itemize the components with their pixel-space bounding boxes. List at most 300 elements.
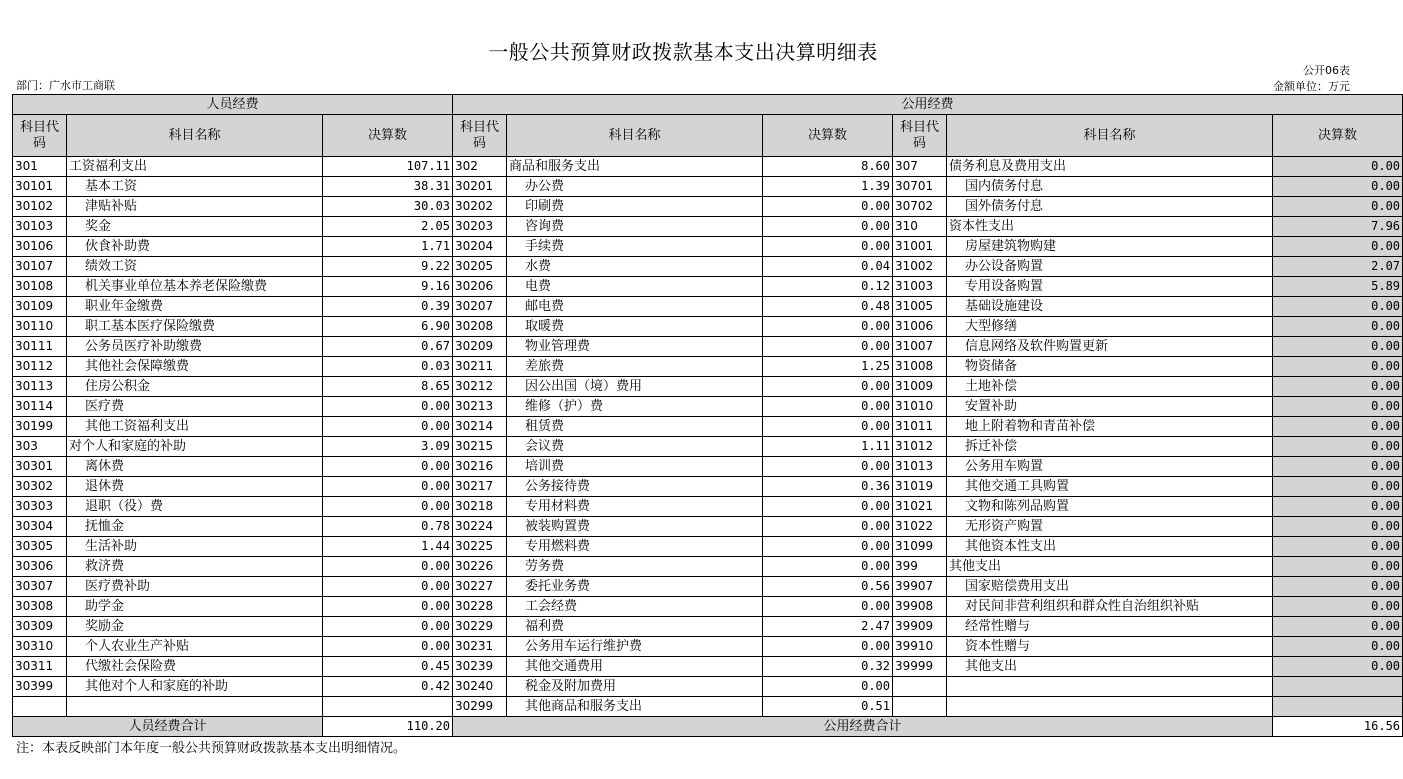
table-row: [13, 297, 1403, 317]
amount-cell: 0.67: [323, 337, 453, 357]
code-cell: 31003: [893, 277, 947, 297]
code-cell: 30101: [13, 177, 67, 197]
code-cell: 30215: [453, 437, 507, 457]
department-label: 部门：广水市工商联: [16, 79, 115, 92]
amount-cell: 8.65: [323, 377, 453, 397]
amount-cell: 0.00: [1273, 517, 1403, 537]
name-cell: 大型修缮: [947, 317, 1273, 337]
amount-cell: 0.00: [1273, 537, 1403, 557]
code-cell: 302: [453, 157, 507, 177]
amount-cell: 0.00: [1273, 457, 1403, 477]
name-cell: 医疗费: [67, 397, 323, 417]
amount-cell: 8.60: [763, 157, 893, 177]
code-cell: 30226: [453, 557, 507, 577]
code-cell: 30103: [13, 217, 67, 237]
code-cell: 30225: [453, 537, 507, 557]
code-cell: 30114: [13, 397, 67, 417]
name-cell: 会议费: [507, 437, 763, 457]
name-cell: 因公出国（境）费用: [507, 377, 763, 397]
name-cell: 税金及附加费用: [507, 677, 763, 697]
name-cell: 租赁费: [507, 417, 763, 437]
name-cell: 职工基本医疗保险缴费: [67, 317, 323, 337]
code-cell: 30206: [453, 277, 507, 297]
amount-cell: 0.00: [763, 337, 893, 357]
amount-cell: 0.78: [323, 517, 453, 537]
code-cell: 30108: [13, 277, 67, 297]
code-cell: 30111: [13, 337, 67, 357]
amount-cell: 2.05: [323, 217, 453, 237]
amount-cell: 30.03: [323, 197, 453, 217]
amount-column-header: 决算数: [1273, 115, 1403, 157]
table-row: [13, 617, 1403, 637]
amount-cell: 0.00: [763, 417, 893, 437]
name-cell: [67, 697, 323, 717]
name-cell: 信息网络及软件购置更新: [947, 337, 1273, 357]
name-cell: 资本性赠与: [947, 637, 1273, 657]
amount-cell: 1.11: [763, 437, 893, 457]
code-column-header: 科目代码: [13, 115, 67, 157]
code-cell: 30301: [13, 457, 67, 477]
code-cell: 30204: [453, 237, 507, 257]
table-row: [13, 657, 1403, 677]
amount-cell: 0.00: [323, 417, 453, 437]
amount-cell: 1.39: [763, 177, 893, 197]
code-cell: 31001: [893, 237, 947, 257]
code-cell: 30213: [453, 397, 507, 417]
amount-cell: 0.00: [1273, 317, 1403, 337]
code-cell: 310: [893, 217, 947, 237]
name-column-header: 科目名称: [67, 115, 323, 157]
amount-cell: 0.04: [763, 257, 893, 277]
public-header: 公用经费: [453, 95, 1403, 115]
amount-cell: 9.16: [323, 277, 453, 297]
name-cell: 奖励金: [67, 617, 323, 637]
name-cell: 工会经费: [507, 597, 763, 617]
table-row: [13, 157, 1403, 177]
code-cell: 30203: [453, 217, 507, 237]
amount-cell: 1.71: [323, 237, 453, 257]
table-row: [13, 197, 1403, 217]
amount-cell: 0.00: [763, 377, 893, 397]
table-row: [13, 337, 1403, 357]
amount-cell: 0.00: [323, 597, 453, 617]
name-cell: 委托业务费: [507, 577, 763, 597]
public-total-label: 公用经费合计: [453, 717, 1273, 737]
code-cell: 30201: [453, 177, 507, 197]
name-cell: 福利费: [507, 617, 763, 637]
name-cell: 咨询费: [507, 217, 763, 237]
code-cell: [893, 677, 947, 697]
name-cell: 电费: [507, 277, 763, 297]
name-cell: 其他支出: [947, 657, 1273, 677]
amount-cell: 0.48: [763, 297, 893, 317]
table-row: [13, 677, 1403, 697]
amount-cell: 0.45: [323, 657, 453, 677]
code-cell: 30299: [453, 697, 507, 717]
code-cell: 39909: [893, 617, 947, 637]
table-row: [13, 637, 1403, 657]
amount-cell: 0.56: [763, 577, 893, 597]
amount-cell: 0.00: [763, 557, 893, 577]
code-cell: 31012: [893, 437, 947, 457]
amount-cell: 0.00: [1273, 557, 1403, 577]
amount-cell: 0.00: [323, 637, 453, 657]
name-cell: 专用燃料费: [507, 537, 763, 557]
amount-cell: 0.00: [323, 497, 453, 517]
table-row: [13, 457, 1403, 477]
name-cell: 基础设施建设: [947, 297, 1273, 317]
code-cell: 30212: [453, 377, 507, 397]
amount-cell: 7.96: [1273, 217, 1403, 237]
code-cell: 30240: [453, 677, 507, 697]
name-cell: 物业管理费: [507, 337, 763, 357]
name-cell: 退职（役）费: [67, 497, 323, 517]
name-cell: 医疗费补助: [67, 577, 323, 597]
unit-label: 金额单位：万元: [1273, 80, 1350, 93]
amount-cell: 0.00: [763, 677, 893, 697]
code-cell: 30302: [13, 477, 67, 497]
amount-cell: 0.00: [1273, 237, 1403, 257]
amount-cell: [1273, 697, 1403, 717]
name-cell: 取暖费: [507, 317, 763, 337]
amount-cell: 5.89: [1273, 277, 1403, 297]
code-cell: 30701: [893, 177, 947, 197]
table-row: [13, 377, 1403, 397]
table-row: [13, 397, 1403, 417]
amount-cell: 0.00: [1273, 357, 1403, 377]
amount-cell: 0.39: [323, 297, 453, 317]
name-cell: 安置补助: [947, 397, 1273, 417]
code-cell: 30311: [13, 657, 67, 677]
code-cell: 30112: [13, 357, 67, 377]
table-row: [13, 577, 1403, 597]
personnel-header: 人员经费: [13, 95, 453, 115]
table-row: [13, 357, 1403, 377]
name-cell: 住房公积金: [67, 377, 323, 397]
name-cell: 其他对个人和家庭的补助: [67, 677, 323, 697]
code-cell: 30217: [453, 477, 507, 497]
code-cell: 30231: [453, 637, 507, 657]
name-cell: 其他交通费用: [507, 657, 763, 677]
code-cell: 31011: [893, 417, 947, 437]
code-cell: 31013: [893, 457, 947, 477]
table-row: [13, 237, 1403, 257]
name-cell: 职业年金缴费: [67, 297, 323, 317]
amount-cell: 0.00: [1273, 637, 1403, 657]
code-cell: 31099: [893, 537, 947, 557]
amount-cell: [1273, 677, 1403, 697]
amount-cell: 0.00: [763, 497, 893, 517]
name-cell: 工资福利支出: [67, 157, 323, 177]
amount-cell: 0.00: [1273, 597, 1403, 617]
amount-cell: 0.00: [1273, 417, 1403, 437]
code-cell: 31002: [893, 257, 947, 277]
amount-cell: 0.00: [1273, 297, 1403, 317]
name-cell: 债务利息及费用支出: [947, 157, 1273, 177]
name-cell: 机关事业单位基本养老保险缴费: [67, 277, 323, 297]
amount-cell: 0.32: [763, 657, 893, 677]
code-cell: [13, 697, 67, 717]
amount-cell: 2.07: [1273, 257, 1403, 277]
table-row: [13, 417, 1403, 437]
code-cell: 399: [893, 557, 947, 577]
amount-cell: [323, 697, 453, 717]
name-cell: 抚恤金: [67, 517, 323, 537]
code-cell: 30305: [13, 537, 67, 557]
name-cell: 印刷费: [507, 197, 763, 217]
code-cell: 31007: [893, 337, 947, 357]
name-cell: 其他支出: [947, 557, 1273, 577]
code-cell: 30229: [453, 617, 507, 637]
amount-cell: 0.00: [1273, 617, 1403, 637]
code-cell: 39999: [893, 657, 947, 677]
amount-cell: 0.00: [323, 617, 453, 637]
code-cell: 30202: [453, 197, 507, 217]
table-row: [13, 497, 1403, 517]
amount-cell: 0.00: [1273, 197, 1403, 217]
code-cell: 31006: [893, 317, 947, 337]
amount-cell: 38.31: [323, 177, 453, 197]
name-cell: 其他工资福利支出: [67, 417, 323, 437]
code-column-header: 科目代码: [893, 115, 947, 157]
name-cell: 公务员医疗补助缴费: [67, 337, 323, 357]
name-cell: 邮电费: [507, 297, 763, 317]
table-row: [13, 697, 1403, 717]
personnel-total-value: 110.20: [323, 717, 453, 737]
name-cell: 房屋建筑物购建: [947, 237, 1273, 257]
code-cell: 30228: [453, 597, 507, 617]
code-cell: 30109: [13, 297, 67, 317]
code-column-header: 科目代码: [453, 115, 507, 157]
code-cell: 30218: [453, 497, 507, 517]
name-cell: 经常性赠与: [947, 617, 1273, 637]
name-cell: 其他资本性支出: [947, 537, 1273, 557]
table-row: [13, 317, 1403, 337]
page-title: 一般公共预算财政拨款基本支出决算明细表: [488, 40, 878, 64]
amount-column-header: 决算数: [763, 115, 893, 157]
code-cell: 30208: [453, 317, 507, 337]
name-cell: 拆迁补偿: [947, 437, 1273, 457]
code-cell: 39910: [893, 637, 947, 657]
name-cell: 办公设备购置: [947, 257, 1273, 277]
code-cell: 31005: [893, 297, 947, 317]
code-cell: 30211: [453, 357, 507, 377]
name-cell: 公务用车购置: [947, 457, 1273, 477]
amount-cell: 0.00: [1273, 397, 1403, 417]
name-cell: 差旅费: [507, 357, 763, 377]
amount-cell: 0.00: [1273, 157, 1403, 177]
table-row: [13, 597, 1403, 617]
name-cell: 公务接待费: [507, 477, 763, 497]
amount-cell: 9.22: [323, 257, 453, 277]
amount-cell: 0.00: [1273, 657, 1403, 677]
amount-cell: 0.00: [1273, 577, 1403, 597]
amount-cell: 0.51: [763, 697, 893, 717]
code-cell: 30307: [13, 577, 67, 597]
table-row: [13, 477, 1403, 497]
name-cell: 基本工资: [67, 177, 323, 197]
code-cell: 30205: [453, 257, 507, 277]
form-number: 公开06表: [1303, 64, 1350, 77]
code-cell: 30102: [13, 197, 67, 217]
table-row: [13, 437, 1403, 457]
amount-cell: 0.00: [323, 477, 453, 497]
amount-cell: 0.36: [763, 477, 893, 497]
name-cell: 生活补助: [67, 537, 323, 557]
name-cell: 地上附着物和青苗补偿: [947, 417, 1273, 437]
name-cell: 伙食补助费: [67, 237, 323, 257]
amount-cell: 0.00: [763, 537, 893, 557]
code-cell: 30110: [13, 317, 67, 337]
amount-cell: 0.00: [763, 317, 893, 337]
name-cell: 培训费: [507, 457, 763, 477]
code-cell: 30199: [13, 417, 67, 437]
totals-row: [13, 717, 1403, 737]
personnel-total-label: 人员经费合计: [13, 717, 323, 737]
amount-cell: 0.00: [1273, 177, 1403, 197]
name-cell: 对个人和家庭的补助: [67, 437, 323, 457]
name-cell: 其他社会保障缴费: [67, 357, 323, 377]
amount-cell: 0.00: [763, 597, 893, 617]
table-row: [13, 557, 1403, 577]
amount-column-header: 决算数: [323, 115, 453, 157]
amount-cell: 0.00: [1273, 497, 1403, 517]
name-cell: 劳务费: [507, 557, 763, 577]
amount-cell: 0.00: [1273, 477, 1403, 497]
code-cell: 30304: [13, 517, 67, 537]
amount-cell: 0.03: [323, 357, 453, 377]
name-cell: 其他商品和服务支出: [507, 697, 763, 717]
table-row: [13, 517, 1403, 537]
code-cell: 39907: [893, 577, 947, 597]
name-cell: 办公费: [507, 177, 763, 197]
name-cell: 专用设备购置: [947, 277, 1273, 297]
code-cell: 31010: [893, 397, 947, 417]
name-cell: 对民间非营利组织和群众性自治组织补贴: [947, 597, 1273, 617]
name-cell: 被装购置费: [507, 517, 763, 537]
name-cell: 手续费: [507, 237, 763, 257]
name-cell: 助学金: [67, 597, 323, 617]
code-cell: [893, 697, 947, 717]
name-cell: 个人农业生产补贴: [67, 637, 323, 657]
name-cell: 公务用车运行维护费: [507, 637, 763, 657]
amount-cell: 0.00: [763, 397, 893, 417]
code-cell: 30216: [453, 457, 507, 477]
name-cell: 救济费: [67, 557, 323, 577]
amount-cell: 0.00: [323, 557, 453, 577]
code-cell: 30209: [453, 337, 507, 357]
name-column-header: 科目名称: [507, 115, 763, 157]
code-cell: 303: [13, 437, 67, 457]
footnote: 注：本表反映部门本年度一般公共预算财政拨款基本支出明细情况。: [16, 741, 407, 756]
code-cell: 30239: [453, 657, 507, 677]
amount-cell: 0.00: [323, 577, 453, 597]
amount-cell: 0.00: [323, 457, 453, 477]
name-cell: 无形资产购置: [947, 517, 1273, 537]
name-cell: 专用材料费: [507, 497, 763, 517]
name-cell: 退休费: [67, 477, 323, 497]
code-cell: 30107: [13, 257, 67, 277]
amount-cell: 0.00: [763, 197, 893, 217]
code-cell: 30106: [13, 237, 67, 257]
code-cell: 30227: [453, 577, 507, 597]
table-row: [13, 177, 1403, 197]
amount-cell: 0.42: [323, 677, 453, 697]
code-cell: 30306: [13, 557, 67, 577]
name-cell: 津贴补贴: [67, 197, 323, 217]
name-cell: [947, 677, 1273, 697]
name-cell: 离休费: [67, 457, 323, 477]
code-cell: 30207: [453, 297, 507, 317]
code-cell: 31021: [893, 497, 947, 517]
code-cell: 30308: [13, 597, 67, 617]
name-cell: 维修（护）费: [507, 397, 763, 417]
public-total-value: 16.56: [1273, 717, 1403, 737]
amount-cell: 0.00: [1273, 377, 1403, 397]
name-cell: 土地补偿: [947, 377, 1273, 397]
name-cell: 绩效工资: [67, 257, 323, 277]
name-cell: 文物和陈列品购置: [947, 497, 1273, 517]
code-cell: 31022: [893, 517, 947, 537]
name-cell: 国家赔偿费用支出: [947, 577, 1273, 597]
name-cell: 代缴社会保险费: [67, 657, 323, 677]
amount-cell: 0.12: [763, 277, 893, 297]
code-cell: 30303: [13, 497, 67, 517]
amount-cell: 6.90: [323, 317, 453, 337]
name-cell: 水费: [507, 257, 763, 277]
amount-cell: 0.00: [763, 637, 893, 657]
table-row: [13, 537, 1403, 557]
name-cell: 资本性支出: [947, 217, 1273, 237]
code-cell: 39908: [893, 597, 947, 617]
name-cell: 国外债务付息: [947, 197, 1273, 217]
code-cell: 30113: [13, 377, 67, 397]
amount-cell: 1.44: [323, 537, 453, 557]
code-cell: 31019: [893, 477, 947, 497]
amount-cell: 0.00: [763, 217, 893, 237]
code-cell: 30224: [453, 517, 507, 537]
amount-cell: 0.00: [323, 397, 453, 417]
code-cell: 30702: [893, 197, 947, 217]
name-cell: [947, 697, 1273, 717]
code-cell: 30309: [13, 617, 67, 637]
amount-cell: 0.00: [763, 237, 893, 257]
amount-cell: 0.00: [1273, 437, 1403, 457]
amount-cell: 0.00: [1273, 337, 1403, 357]
amount-cell: 107.11: [323, 157, 453, 177]
amount-cell: 1.25: [763, 357, 893, 377]
name-cell: 其他交通工具购置: [947, 477, 1273, 497]
name-cell: 物资储备: [947, 357, 1273, 377]
table-row: [13, 257, 1403, 277]
code-cell: 301: [13, 157, 67, 177]
amount-cell: 0.00: [763, 517, 893, 537]
amount-cell: 0.00: [763, 457, 893, 477]
name-cell: 奖金: [67, 217, 323, 237]
name-column-header: 科目名称: [947, 115, 1273, 157]
name-cell: 商品和服务支出: [507, 157, 763, 177]
table-row: [13, 277, 1403, 297]
code-cell: 30214: [453, 417, 507, 437]
code-cell: 31008: [893, 357, 947, 377]
table-body: [13, 157, 1403, 737]
code-cell: 30310: [13, 637, 67, 657]
code-cell: 30399: [13, 677, 67, 697]
code-cell: 31009: [893, 377, 947, 397]
amount-cell: 2.47: [763, 617, 893, 637]
name-cell: 国内债务付息: [947, 177, 1273, 197]
amount-cell: 3.09: [323, 437, 453, 457]
